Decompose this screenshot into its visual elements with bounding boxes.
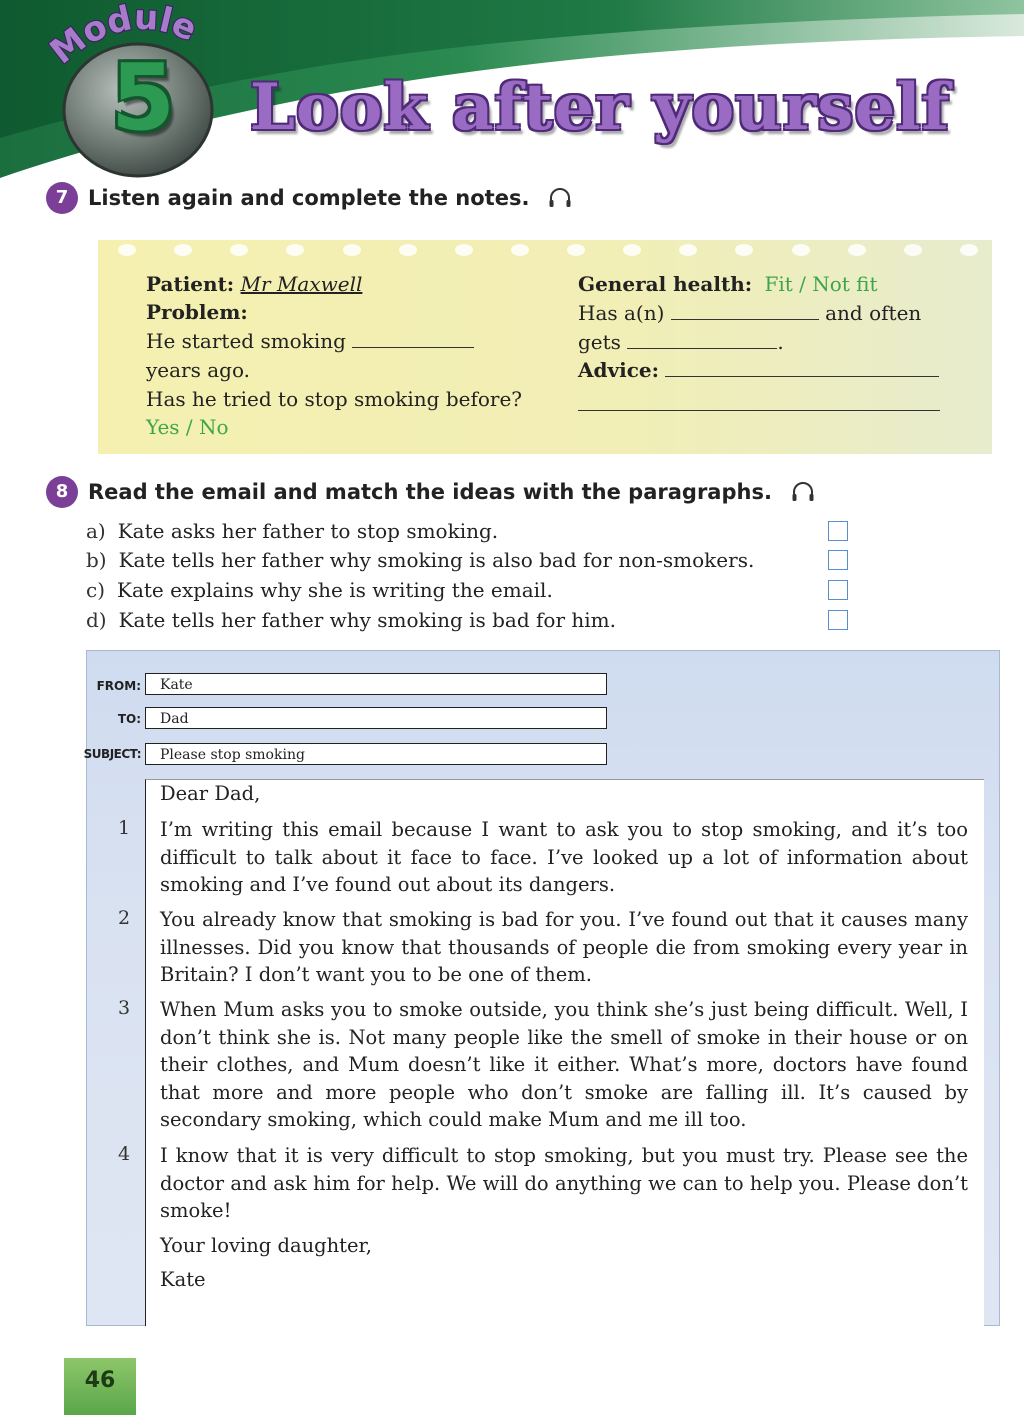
tried-options[interactable]: Yes / No <box>146 415 229 439</box>
patient-line <box>146 270 362 298</box>
email-paragraph-2: You already know that smoking is bad for you. I’ve found out that it causes many illnesses. Did you know that thousands of people die from smoking every year in Britain? I don’t want you to be one of them. <box>160 908 968 986</box>
health-options[interactable]: Fit / Not fit <box>764 272 878 296</box>
gets-blank[interactable] <box>627 330 777 349</box>
answer-box-b[interactable] <box>828 550 848 570</box>
email-paragraph-1: I’m writing this email because I want to ask you to stop smoking, and it’s too difficult to talk about it face to face. I’ve looked up a lot of information about smoking and I’ve found out about its dangers. <box>160 818 968 896</box>
has-suffix: and often <box>825 301 922 325</box>
problem-label: Problem: <box>146 300 248 324</box>
advice-label: Advice: <box>578 358 660 382</box>
smoking-line <box>146 327 474 355</box>
smoking-text: He started smoking <box>146 329 346 353</box>
email-paragraph-3: When Mum asks you to smoke outside, you think she’s just being difficult. Well, I don’t think she is. Not many people like the smell of smoke in their house or on their clothes, and Mum doesn’t like it either. What’s more, doctors have found that more and more people who don’t smoke are falling ill. It’s caused by secondary smoking, which could make Mum and me ill too. <box>160 998 968 1131</box>
email-greeting: Dear Dad, <box>160 782 261 805</box>
paragraph-number: 2 <box>117 907 131 929</box>
has-prefix: Has a(n) <box>578 301 665 325</box>
list-item <box>86 518 498 544</box>
item-text: Kate tells her father why smoking is bad for him. <box>118 608 616 632</box>
email-paragraph-4: I know that it is very difficult to stop smoking, but you must try. Please see the doctor and ask him for help. We will do anything we can to help you. Please don’t smoke! <box>160 1144 968 1222</box>
item-letter: d) <box>86 608 107 632</box>
subject-field[interactable]: Please stop smoking <box>145 743 607 765</box>
svg-text:Module: Module <box>42 0 203 73</box>
answer-box-c[interactable] <box>828 580 848 600</box>
exercise-instruction: Listen again and complete the notes. <box>88 186 530 210</box>
email-signature: Kate <box>160 1268 206 1291</box>
paragraph-number: 1 <box>117 817 131 839</box>
exercise-number-badge: 7 <box>46 182 78 214</box>
advice-blank-1[interactable] <box>665 358 939 377</box>
item-letter: a) <box>86 519 106 543</box>
item-letter: b) <box>86 548 107 572</box>
to-label: TO: <box>117 712 141 726</box>
exercise-7-heading <box>46 182 573 214</box>
tried-question: Has he tried to stop smoking before? <box>146 387 523 411</box>
from-field[interactable]: Kate <box>145 673 607 695</box>
years-blank[interactable] <box>352 329 474 348</box>
patient-label: Patient: <box>146 272 235 296</box>
item-text: Kate tells her father why smoking is also bad for non-smokers. <box>118 548 755 572</box>
email-window <box>83 650 1000 1326</box>
patient-value: Mr Maxwell <box>240 272 363 296</box>
health-line <box>578 270 878 298</box>
condition-blank[interactable] <box>671 301 819 320</box>
years-ago-text: years ago. <box>146 358 251 382</box>
list-item <box>86 547 754 573</box>
answer-box-a[interactable] <box>828 521 848 541</box>
email-body[interactable] <box>145 779 984 1326</box>
email-closing: Your loving daughter, <box>160 1234 372 1257</box>
page-number: 46 <box>84 1368 116 1393</box>
item-text: Kate explains why she is writing the email. <box>117 578 553 602</box>
paragraph-number: 3 <box>117 997 131 1019</box>
page-title: Look after yourself <box>250 70 950 145</box>
list-item <box>86 607 616 633</box>
answer-box-d[interactable] <box>828 610 848 630</box>
exercise-8-heading <box>46 476 816 508</box>
subject-label: SUBJECT: <box>83 747 141 761</box>
from-label: FROM: <box>96 679 141 693</box>
gets-line <box>578 328 784 356</box>
gets-suffix: . <box>777 330 784 354</box>
exercise-instruction: Read the email and match the ideas with the paragraphs. <box>88 480 772 504</box>
paragraph-number: 4 <box>117 1143 131 1165</box>
item-letter: c) <box>86 578 106 602</box>
module-number: 5 <box>110 44 175 151</box>
gets-prefix: gets <box>578 330 621 354</box>
headphones-icon[interactable] <box>547 185 573 211</box>
has-line <box>578 299 921 327</box>
headphones-icon[interactable] <box>790 479 816 505</box>
list-item <box>86 577 553 603</box>
advice-line <box>578 356 939 384</box>
notes-pad <box>98 240 992 454</box>
health-label: General health: <box>578 272 753 296</box>
item-text: Kate asks her father to stop smoking. <box>117 519 499 543</box>
to-field[interactable]: Dad <box>145 707 607 729</box>
exercise-number-badge: 8 <box>46 476 78 508</box>
advice-blank-2[interactable] <box>578 392 940 411</box>
notepad-holes <box>118 244 978 260</box>
